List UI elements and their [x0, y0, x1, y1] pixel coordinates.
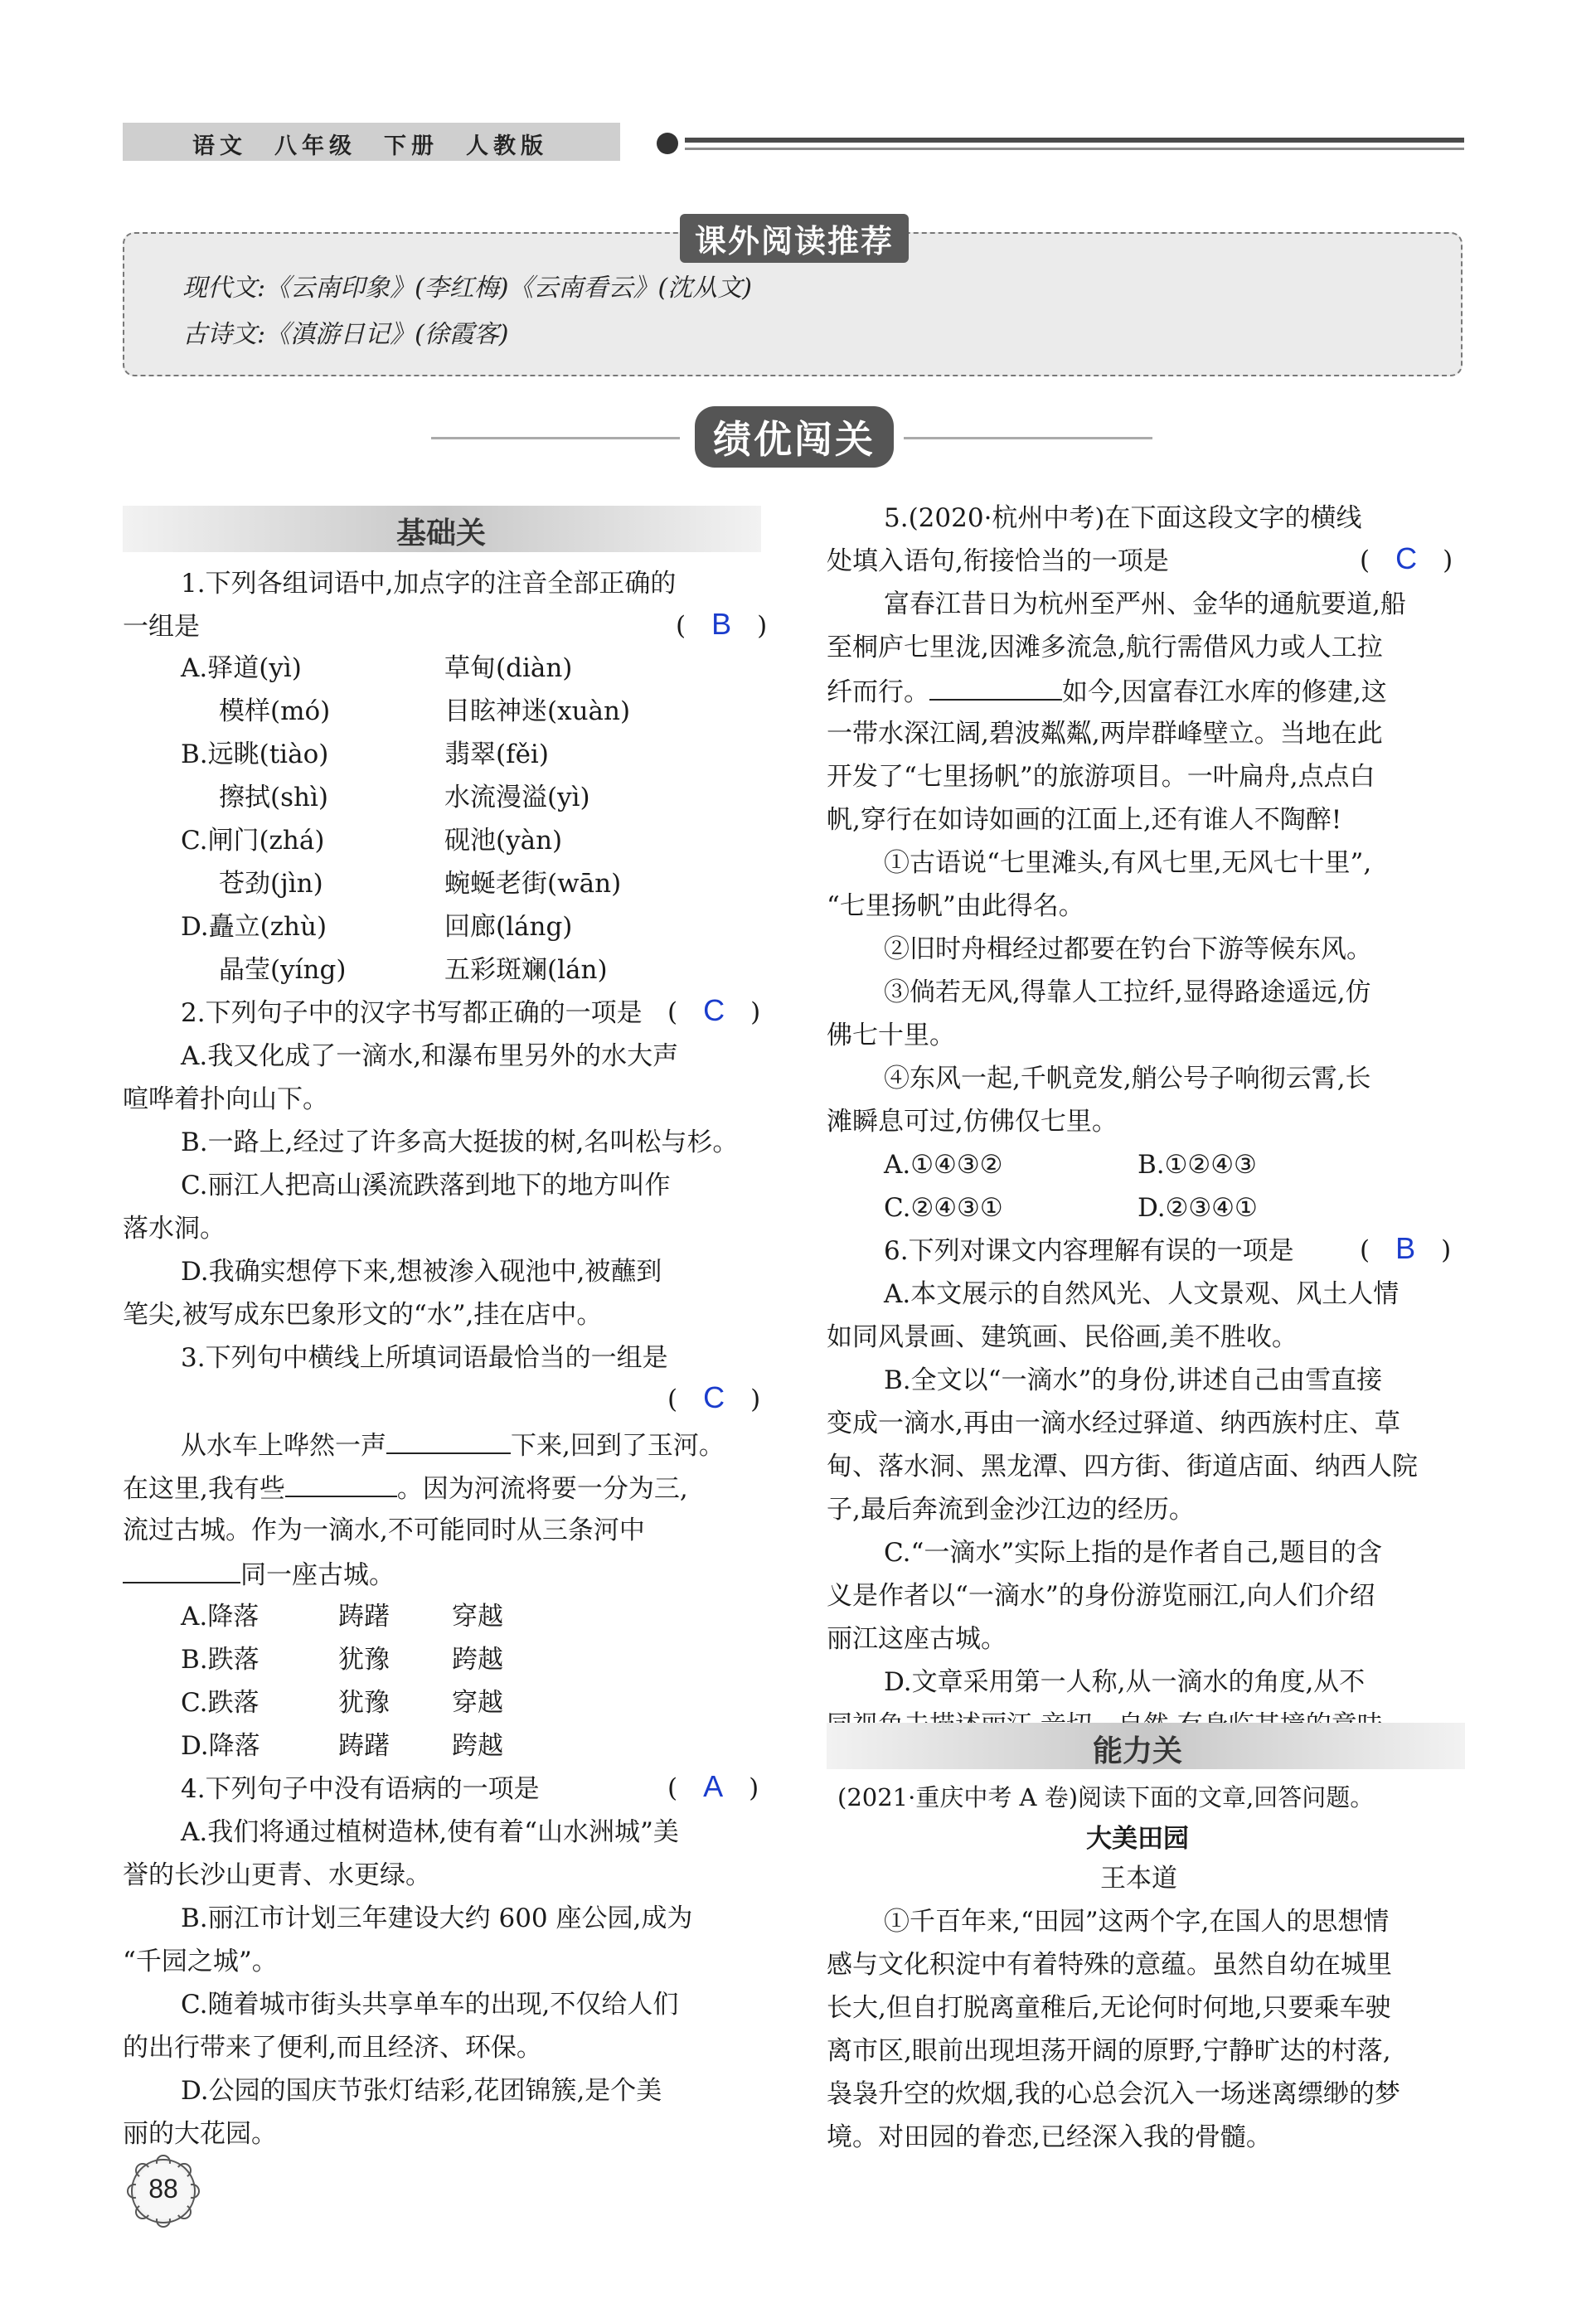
q6-option-c: C.“一滴水”实际上指的是作者自己,题目的含	[884, 1538, 1383, 1568]
q3-option-d-w2: 踌躇	[338, 1731, 390, 1761]
q6-option-c-cont2: 丽江这座古城。	[827, 1624, 1007, 1654]
q5-passage-line2: 至桐庐七里泷,因滩多流急,航行需借风力或人工拉	[827, 633, 1383, 662]
q5-passage-line6: 帆,穿行在如诗如画的江面上,还有谁人不陶醉!	[827, 805, 1342, 835]
ability-header: 能力关	[1093, 1734, 1183, 1768]
q2-option-a: A.我又化成了一滴水,和瀑布里另外的水大声	[181, 1041, 679, 1071]
q5-sentence-4-cont: 滩瞬息可过,仿佛仅七里。	[827, 1107, 1118, 1137]
q5-option-d: D.②③④①	[1138, 1193, 1258, 1223]
q3-stem: 3.下列句中横线上所填词语最恰当的一组是	[181, 1343, 668, 1373]
book-info: 语文 八年级 下册 人教版	[192, 133, 548, 159]
q4-option-c-cont: 的出行带来了便利,而且经济、环保。	[123, 2033, 542, 2063]
basic-header: 基础关	[396, 516, 487, 550]
q1-option-c: C.闸门(zhá)	[181, 826, 325, 856]
q5-answer-letter: C	[1395, 541, 1418, 575]
q3-blank-1	[386, 1428, 511, 1454]
q2-stem: 2.下列句子中的汉字书写都正确的一项是	[181, 998, 643, 1028]
classic-reading: 古诗文:《滇游日记》(徐霞客)	[182, 320, 509, 349]
q1-option-c-word4: 蜿蜒老街(wān)	[444, 869, 622, 899]
q3-blank-3	[123, 1557, 240, 1583]
passage-line: 袅袅升空的炊烟,我的心总会沉入一场迷离缥缈的梦	[827, 2079, 1400, 2109]
q1-option-a: A.驿道(yì)	[181, 653, 302, 683]
passage-intro: (2021·重庆中考 A 卷)阅读下面的文章,回答问题。	[837, 1783, 1375, 1811]
q3-option-b: B.跌落	[181, 1645, 260, 1675]
title-rule-left	[431, 437, 680, 439]
q6-answer: ( B )	[1360, 1231, 1452, 1265]
q6-stem: 6.下列对课文内容理解有误的一项是	[884, 1236, 1294, 1266]
q3-option-c-w3: 穿越	[452, 1688, 503, 1718]
q1-option-b: B.远眺(tiào)	[181, 740, 329, 769]
q6-option-b: B.全文以“一滴水”的身份,讲述自己由雪直接	[884, 1365, 1383, 1395]
q3-option-d: D.降落	[181, 1731, 260, 1761]
q3-passage-line3: 流过古城。作为一滴水,不可能同时从三条河中	[123, 1515, 645, 1545]
q1-stem-cont: 一组是	[123, 612, 200, 642]
q5-passage-line5: 开发了“七里扬帆”的旅游项目。一叶扁舟,点点白	[827, 762, 1375, 792]
passage-line: 离市区,眼前出现坦荡开阔的原野,宁静旷达的村落,	[827, 2036, 1391, 2066]
q3-passage-line2	[123, 1471, 688, 1506]
q5-sentence-1: ①古语说“七里滩头,有风七里,无风七十里”,	[884, 848, 1372, 878]
q5-text: 纤而行。	[827, 677, 929, 707]
q2-option-c-cont: 落水洞。	[123, 1214, 226, 1244]
q1-option-b-word3: 擦拭(shì)	[219, 783, 328, 812]
q3-text: 在这里,我有些	[123, 1474, 285, 1504]
q1-option-b-word2: 翡翠(fěi)	[444, 740, 549, 769]
q2-option-d-cont: 笔尖,被写成东巴象形文的“水”,挂在店中。	[123, 1300, 603, 1330]
q5-sentence-3: ③倘若无风,得靠人工拉纤,显得路途遥远,仿	[884, 977, 1371, 1007]
q3-option-d-w3: 跨越	[452, 1731, 503, 1761]
q6-option-d: D.文章采用第一人称,从一滴水的角度,从不	[884, 1667, 1366, 1697]
q5-passage-line1: 富春江昔日为杭州至严州、金华的通航要道,船	[884, 589, 1406, 619]
q4-option-a-cont: 誉的长沙山更青、水更绿。	[123, 1860, 431, 1890]
passage-line: ①千百年来,“田园”这两个字,在国人的思想情	[884, 1907, 1390, 1937]
q5-sentence-2: ②旧时舟楫经过都要在钓台下游等候东风。	[884, 934, 1372, 964]
q5-blank	[929, 674, 1062, 701]
q6-option-c-cont1: 义是作者以“一滴水”的身份游览丽江,向人们介绍	[827, 1581, 1375, 1611]
passage-author: 王本道	[1100, 1864, 1177, 1894]
q4-option-b-cont: “千园之城”。	[123, 1947, 278, 1976]
section-title: 绩优闯关	[695, 406, 894, 468]
q3-text: 从水车上哗然一声	[181, 1431, 386, 1461]
q6-option-b-cont3: 子,最后奔流到金沙江边的经历。	[827, 1495, 1195, 1525]
q5-sentence-3-cont: 佛七十里。	[827, 1021, 955, 1050]
page-number: 88	[148, 2174, 178, 2204]
q1-stem: 1.下列各组词语中,加点字的注音全部正确的	[181, 569, 677, 599]
q2-answer-letter: C	[703, 993, 725, 1027]
q5-option-b: B.①②④③	[1138, 1150, 1257, 1180]
q4-answer: ( A )	[667, 1769, 759, 1803]
q3-answer-letter: C	[703, 1380, 725, 1414]
q1-answer: ( B )	[676, 607, 768, 641]
q1-option-d-word2: 回廊(láng)	[444, 912, 573, 942]
passage-line: 长大,但自打脱离童稚后,无论何时何地,只要乘车驶	[827, 1993, 1391, 2023]
q6-option-a-cont: 如同风景画、建筑画、民俗画,美不胜收。	[827, 1322, 1298, 1352]
q3-answer: ( C )	[667, 1380, 761, 1414]
passage-line: 境。对田园的眷恋,已经深入我的骨髓。	[827, 2122, 1272, 2152]
title-rule-right	[904, 437, 1152, 439]
reading-recommend-title: 课外阅读推荐	[680, 214, 909, 263]
q3-option-b-w3: 跨越	[452, 1645, 503, 1675]
q4-option-d-cont: 丽的大花园。	[123, 2119, 277, 2149]
q5-passage-line3	[827, 674, 1387, 709]
q4-option-a: A.我们将通过植树造林,使有着“山水洲城”美	[181, 1817, 679, 1847]
q1-option-c-word3: 苍劲(jìn)	[219, 869, 323, 899]
q2-option-c: C.丽江人把高山溪流跌落到地下的地方叫作	[181, 1171, 671, 1200]
q4-option-c: C.随着城市街头共享单车的出现,不仅给人们	[181, 1990, 679, 2020]
q4-answer-letter: A	[703, 1769, 724, 1803]
q3-option-c-w2: 犹豫	[338, 1688, 390, 1718]
q3-option-a: A.降落	[181, 1602, 260, 1632]
q1-option-d: D.矗立(zhù)	[181, 912, 327, 942]
q5-option-a: A.①④③②	[884, 1150, 1003, 1180]
q6-option-a: A.本文展示的自然风光、人文景观、风土人情	[884, 1279, 1400, 1309]
q4-option-b: B.丽江市计划三年建设大约 600 座公园,成为	[181, 1903, 693, 1933]
q1-answer-letter: B	[711, 607, 732, 641]
q3-option-a-w2: 踌躇	[338, 1602, 390, 1632]
passage-title: 大美田园	[1086, 1824, 1189, 1854]
q3-passage-line1	[181, 1428, 725, 1462]
q1-option-d-word3: 晶莹(yíng)	[219, 955, 347, 985]
header-dot-icon	[657, 133, 678, 154]
q5-option-c: C.②④③①	[884, 1193, 1003, 1223]
q5-text: 如今,因富春江水库的修建,这	[1062, 677, 1387, 707]
q5-stem: 5.(2020·杭州中考)在下面这段文字的横线	[884, 503, 1362, 533]
q1-option-d-word4: 五彩斑斓(lán)	[444, 955, 608, 985]
q1-option-a-word4: 目眩神迷(xuàn)	[444, 696, 631, 726]
q1-option-a-word3: 模样(mó)	[219, 696, 331, 726]
q3-text: 下来,回到了玉河。	[511, 1431, 725, 1461]
q6-answer-letter: B	[1395, 1231, 1416, 1265]
q2-option-b: B.一路上,经过了许多高大挺拔的树,名叫松与杉。	[181, 1127, 739, 1157]
q3-passage-line4	[123, 1557, 395, 1592]
q2-answer: ( C )	[667, 993, 761, 1027]
q5-stem-cont: 处填入语句,衔接恰当的一项是	[827, 546, 1169, 576]
q3-text: 。因为河流将要一分为三,	[396, 1474, 688, 1504]
q1-option-c-word2: 砚池(yàn)	[444, 826, 563, 856]
q5-passage-line4: 一带水深江阔,碧波粼粼,两岸群峰壁立。当地在此	[827, 719, 1383, 749]
q3-option-b-w2: 犹豫	[338, 1645, 390, 1675]
q5-sentence-1-cont: “七里扬帆”由此得名。	[827, 891, 1084, 921]
header-rule	[685, 138, 1464, 143]
q4-stem: 4.下列句子中没有语病的一项是	[181, 1774, 540, 1804]
q3-blank-2	[285, 1471, 397, 1497]
q6-option-b-cont2: 甸、落水洞、黑龙潭、四方街、街道店面、纳西人院	[827, 1452, 1418, 1481]
q3-option-c: C.跌落	[181, 1688, 260, 1718]
header-rule-thin	[685, 148, 1464, 150]
passage-line: 感与文化积淀中有着特殊的意蕴。虽然自幼在城里	[827, 1950, 1392, 1980]
q6-option-b-cont1: 变成一滴水,再由一滴水经过驿道、纳西族村庄、草	[827, 1409, 1400, 1438]
q5-answer: ( C )	[1360, 541, 1453, 575]
q3-text: 同一座古城。	[240, 1560, 395, 1590]
q1-option-a-word2: 草甸(diàn)	[444, 653, 573, 683]
q3-option-a-w3: 穿越	[452, 1602, 503, 1632]
q2-option-d: D.我确实想停下来,想被渗入砚池中,被蘸到	[181, 1257, 662, 1287]
q1-option-b-word4: 水流漫溢(yì)	[444, 783, 590, 812]
q4-option-d: D.公园的国庆节张灯结彩,花团锦簇,是个美	[181, 2076, 662, 2106]
modern-reading: 现代文:《云南印象》(李红梅)《云南看云》(沈从文)	[182, 274, 752, 303]
q2-option-a-cont: 喧哗着扑向山下。	[123, 1084, 328, 1114]
q5-sentence-4: ④东风一起,千帆竞发,艄公号子响彻云霄,长	[884, 1064, 1371, 1094]
